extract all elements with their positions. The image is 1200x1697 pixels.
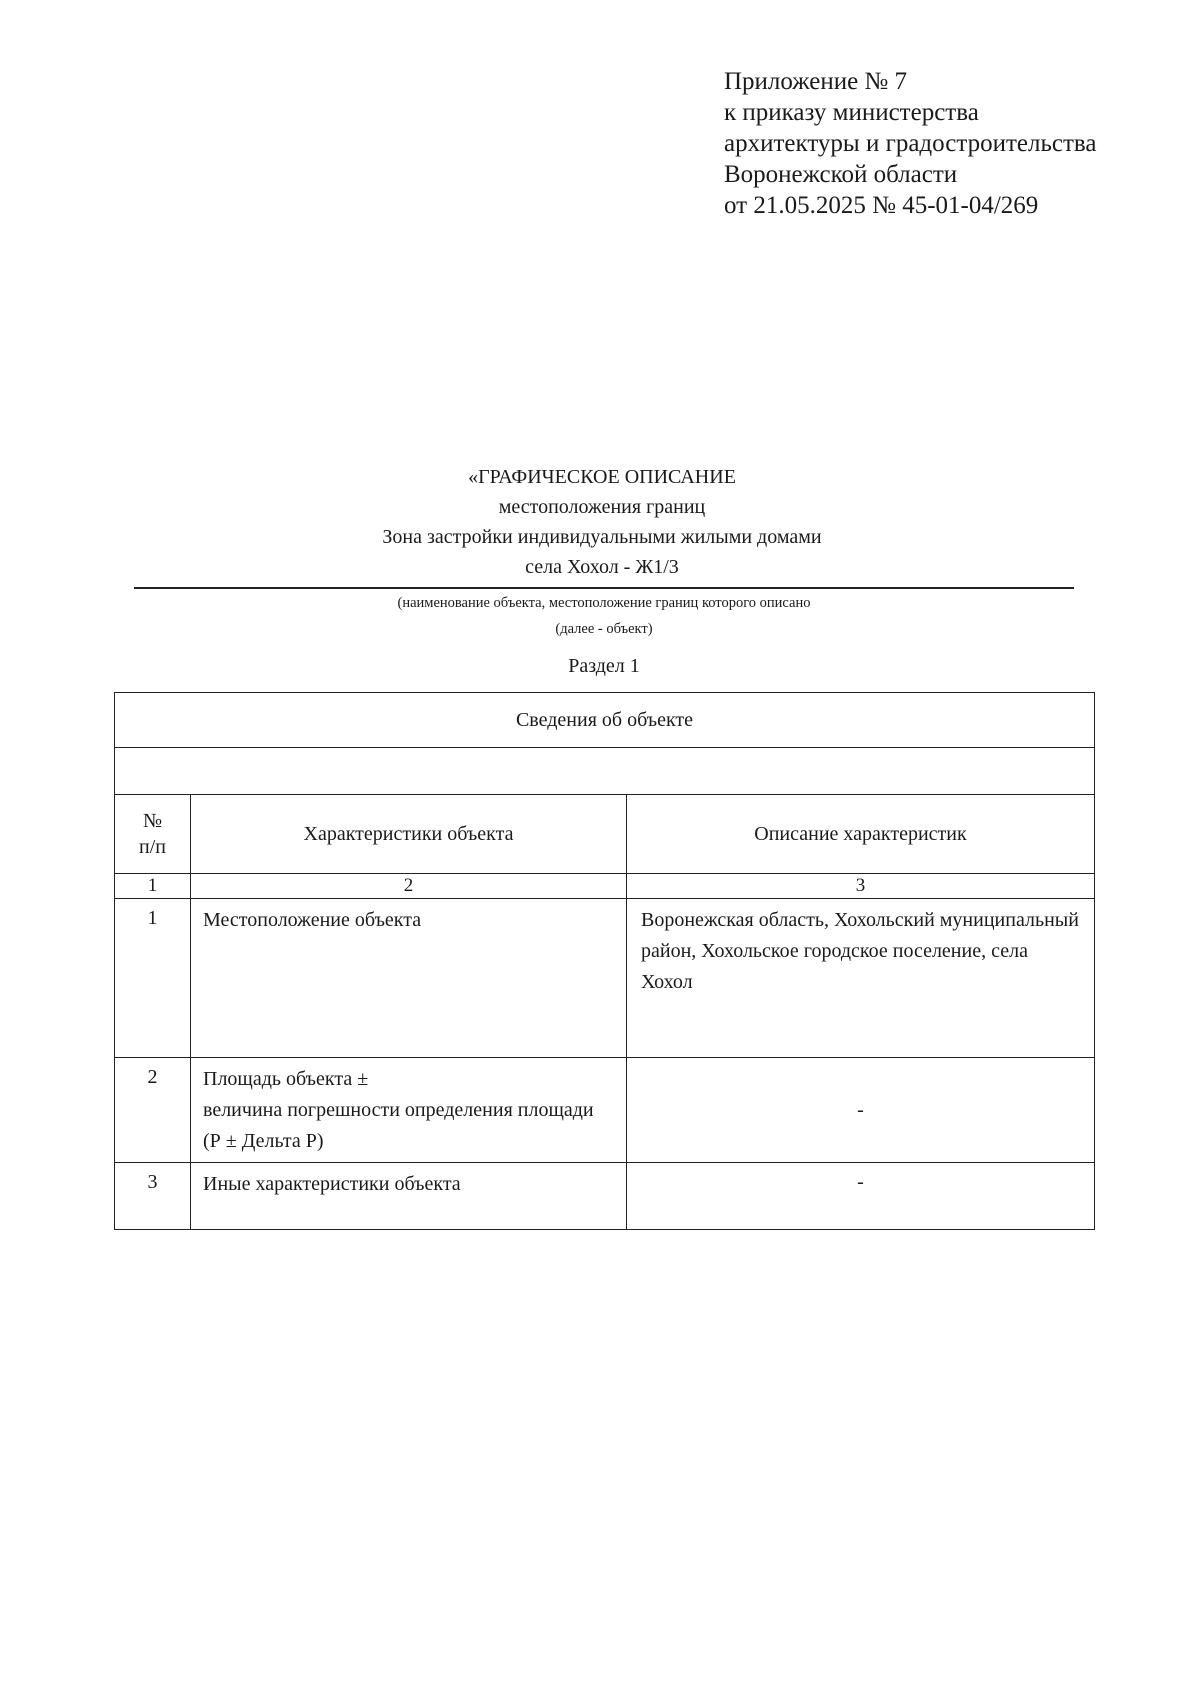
- table-column-header-row: [115, 795, 1095, 874]
- table-row: [115, 899, 1095, 1058]
- section-label: Раздел 1: [568, 655, 640, 677]
- table-column-number-row: [115, 874, 1095, 899]
- appendix-block: [724, 66, 1184, 221]
- row-description: Воронежская область, Хохольский муниципальный район, Хохольское городское поселение, села Хохол: [627, 899, 1095, 1058]
- appendix-line: от 21.05.2025 № 45-01-04/269: [724, 192, 1039, 219]
- row-number: 2: [115, 1058, 191, 1163]
- title-caption: [134, 590, 1074, 642]
- appendix-line: Воронежской области: [724, 161, 958, 188]
- column-number: 1: [115, 874, 191, 899]
- title-line: Зона застройки индивидуальными жилыми домами: [382, 526, 822, 548]
- appendix-line: Приложение № 7: [724, 68, 908, 95]
- column-number: 3: [627, 874, 1095, 899]
- row-characteristic: Местоположение объекта: [191, 899, 627, 1058]
- row-number: 3: [115, 1163, 191, 1230]
- title-heading: «ГРАФИЧЕСКОЕ ОПИСАНИЕ: [468, 466, 736, 488]
- column-header-description: Описание характеристик: [627, 795, 1095, 874]
- column-header-number: № п/п: [115, 795, 191, 874]
- table-header: Сведения об объекте: [115, 693, 1095, 748]
- column-header-characteristic: Характеристики объекта: [191, 795, 627, 874]
- row-characteristic: Площадь объекта ± величина погрешности определения площади (Р ± Дельта Р): [191, 1058, 627, 1163]
- appendix-line: архитектуры и градостроительства: [724, 130, 1097, 157]
- table-row: [115, 1058, 1095, 1163]
- row-description: -: [627, 1058, 1095, 1163]
- table-header-row: [115, 693, 1095, 748]
- object-info-table: [114, 692, 1095, 1230]
- table-empty-row: [115, 748, 1095, 795]
- table-row: [115, 1163, 1095, 1230]
- row-description: -: [627, 1163, 1095, 1230]
- table-empty-cell: [115, 748, 1095, 795]
- column-number: 2: [191, 874, 627, 899]
- title-underline: [134, 587, 1074, 589]
- row-characteristic: Иные характеристики объекта: [191, 1163, 627, 1230]
- appendix-line: к приказу министерства: [724, 99, 979, 126]
- caption-line: (далее - объект): [555, 621, 653, 637]
- caption-line: (наименование объекта, местоположение границ которого описано: [397, 595, 811, 611]
- row-number: 1: [115, 899, 191, 1058]
- title-line: местоположения границ: [498, 496, 706, 518]
- document-title: [132, 462, 1072, 582]
- title-line: села Хохол - Ж1/3: [525, 556, 679, 578]
